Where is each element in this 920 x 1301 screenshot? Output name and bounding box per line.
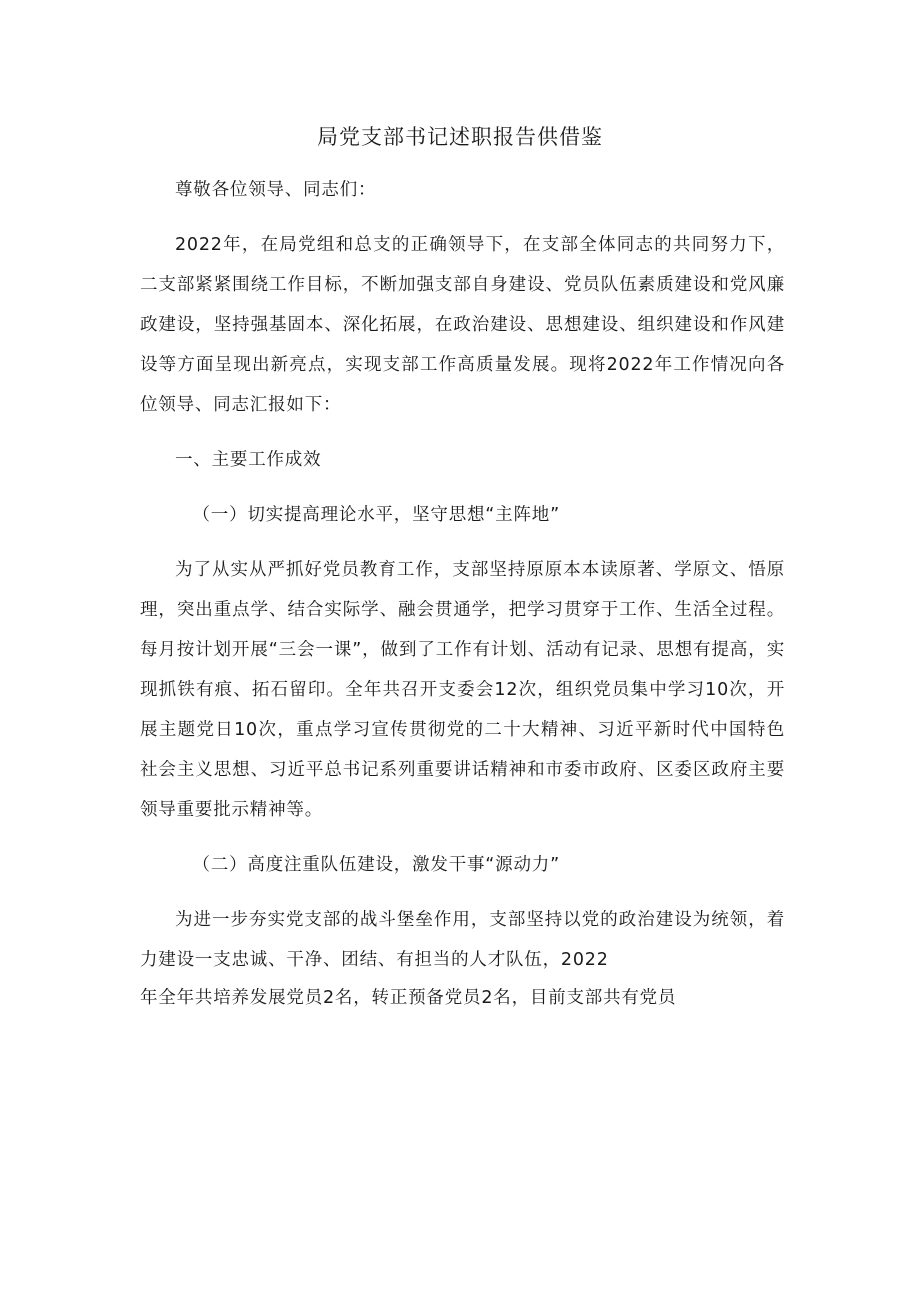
paragraph-team xyxy=(140,900,785,980)
document-body xyxy=(140,170,785,1016)
document-title: 局党支部书记述职报告供借鉴 xyxy=(317,125,603,149)
section-heading-main-results: 一、主要工作成效 xyxy=(175,450,322,470)
paragraph-theory: 为了从实从严抓好党员教育工作，支部坚持原原本本读原著、学原文、悟原理，突出重点学、结合实际学、融会贯通学，把学习贯穿于工作、生活全过程。每月按计划开展“三会一课”，做到了工作有计划、活动有记录、思想有提高，实现抓铁有痕、拓石留印。全年共召开支委会12次，组织党员集中学习10次，开展主题党日10次，重点学习宣传贯彻党的二十大精神、习近平新时代中国特色社会主义思想、习近平总书记系列重要讲话精神和市委市政府、区委区政府主要领导重要批示精神等。 xyxy=(140,560,785,820)
paragraph-team-part-1: 为进一步夯实党支部的战斗堡垒作用，支部坚持以党的政治建设为统领，着力建设一支忠诚、干净、团结、有担当的人才队伍，2022 xyxy=(140,910,785,970)
intro-paragraph: 2022年，在局党组和总支的正确领导下，在支部全体同志的共同努力下，二支部紧紧围绕工作目标，不断加强支部自身建设、党员队伍素质建设和党风廉政建设，坚持强基固本、深化拓展，在政治建设、思想建设、组织建设和作风建设等方面呈现出新亮点，实现支部工作高质量发展。现将2022年工作情况向各位领导、同志汇报如下： xyxy=(140,235,785,415)
salutation: 尊敬各位领导、同志们： xyxy=(175,180,377,200)
subheading-team: （二）高度注重队伍建设，激发干事“源动力” xyxy=(192,855,560,875)
subheading-theory: （一）切实提高理论水平，坚守思想“主阵地” xyxy=(192,505,560,525)
paragraph-team-continued: 年全年共培养发展党员2名，转正预备党员2名，目前支部共有党员 xyxy=(140,988,677,1008)
